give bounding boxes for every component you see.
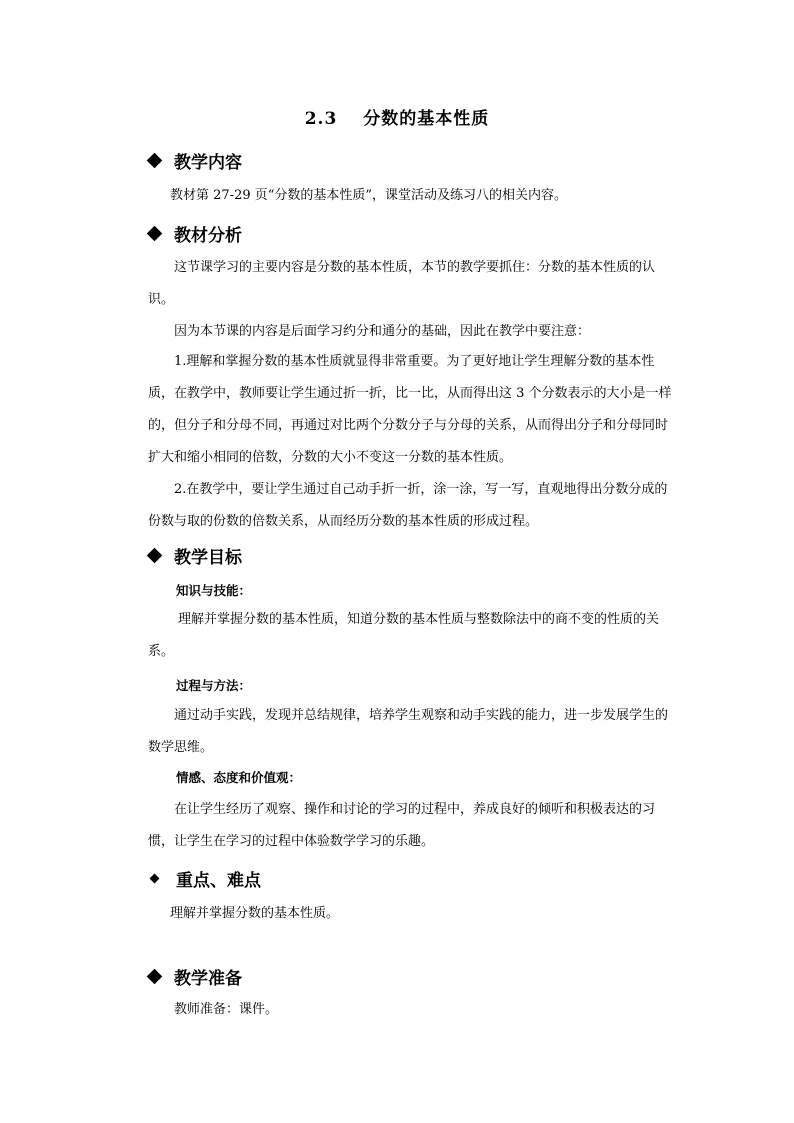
prep-paragraph: 教师准备：课件。	[174, 1002, 279, 1017]
heading-text: 教学目标	[174, 548, 242, 568]
diamond-bullet-icon	[147, 153, 163, 169]
knowledge-paragraph: 理解并掌握分数的基本性质，知道分数的基本性质与整数除法中的商不变的性质的关系。	[148, 612, 660, 659]
diamond-bullet-icon	[150, 874, 160, 884]
heading-teaching-content	[149, 148, 242, 173]
process-paragraph: 通过动手实践，发现并总结规律，培养学生观察和动手实践的能力，进一步发展学生的数学思维。	[148, 708, 669, 755]
process-label: 过程与方法：	[176, 678, 252, 693]
heading-material-analysis	[149, 221, 242, 246]
keypoints-paragraph: 理解并掌握分数的基本性质。	[170, 906, 340, 921]
diamond-bullet-icon	[147, 969, 163, 985]
emotion-label: 情感、态度和价值观：	[176, 770, 302, 785]
analysis-paragraph-3: 1.理解和掌握分数的基本性质就显得非常重要。为了更好地让学生理解分数的基本性质，在教学中，教师要让学生通过折一折，比一比，从而得出这 3 个分数表示的大小是一样的，但分子和分母不同，再通过对比两个分数分子与分母的关系，从而得出分子和分母同时扩大和缩小相同的倍数，分数的大小不变这一分数的基本性质。	[148, 354, 672, 465]
diamond-bullet-icon	[147, 548, 163, 564]
heading-keypoints	[149, 866, 261, 891]
heading-text: 教学准备	[174, 969, 242, 989]
heading-text: 教学内容	[174, 153, 242, 173]
analysis-paragraph-2: 因为本节课的内容是后面学习约分和通分的基础，因此在教学中要注意：	[174, 324, 591, 339]
heading-teaching-goals	[149, 543, 242, 568]
page-title	[0, 104, 794, 129]
heading-teaching-prep	[149, 964, 242, 989]
heading-text: 教材分析	[174, 226, 242, 246]
analysis-paragraph-1: 这节课学习的主要内容是分数的基本性质，本节的教学要抓住：分数的基本性质的认识。	[148, 260, 656, 307]
title-text: 分数的基本性质	[363, 109, 490, 129]
analysis-paragraph-4: 2.在教学中，要让学生通过自己动手折一折，涂一涂，写一写，直观地得出分数分成的份数与取的份数的倍数关系，从而经历分数的基本性质的形成过程。	[148, 482, 668, 529]
knowledge-label: 知识与技能：	[176, 583, 252, 598]
diamond-bullet-icon	[147, 226, 163, 242]
content-paragraph: 教材第 27-29 页“分数的基本性质”，课堂活动及练习八的相关内容。	[170, 188, 568, 203]
heading-text: 重点、难点	[176, 871, 261, 891]
emotion-paragraph: 在让学生经历了观察、操作和讨论的学习的过程中，养成良好的倾听和积极表达的习惯，让学生在学习的过程中体验数学学习的乐趣。	[148, 802, 656, 849]
section-number: 2.3	[304, 109, 338, 129]
